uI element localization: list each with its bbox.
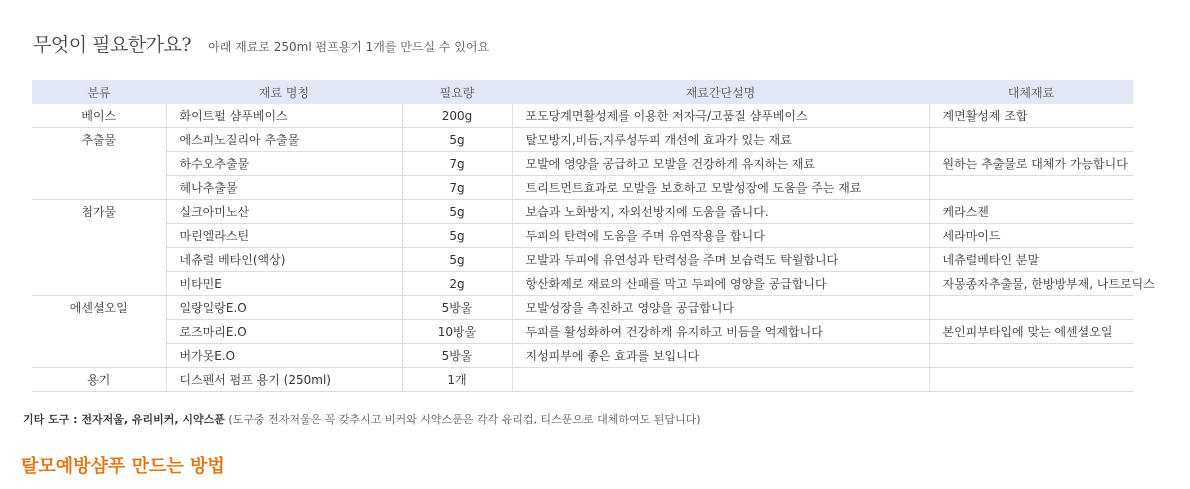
description-cell: 모발에 영양을 공급하고 모발을 건강하게 유지하는 재료 bbox=[512, 152, 929, 176]
table-row bbox=[32, 248, 1133, 272]
amount-cell: 7g bbox=[402, 176, 512, 200]
section-title: 탈모예방샴푸 만드는 방법 bbox=[21, 456, 225, 477]
description-cell: 모발과 두피에 유연성과 탄력성을 주며 보습력도 탁월합니다 bbox=[512, 248, 929, 272]
amount-cell: 5방울 bbox=[402, 344, 512, 368]
ingredient-name-cell: 하수오추출물 bbox=[166, 152, 402, 176]
category-cell bbox=[32, 224, 166, 248]
tools-note-label: 기타 도구 : 전자저울, 유리비커, 시약스푼 bbox=[23, 413, 225, 426]
ingredient-name-cell: 마린엘라스틴 bbox=[166, 224, 402, 248]
category-cell: 용기 bbox=[32, 368, 166, 392]
description-cell: 트리트먼트효과로 모발을 보호하고 모발성장에 도움을 주는 재료 bbox=[512, 176, 929, 200]
description-cell: 탈모방지,비듬,지루성두피 개선에 효과가 있는 재료 bbox=[512, 128, 929, 152]
ingredient-name-cell: 에스피노질리아 추출물 bbox=[166, 128, 402, 152]
substitute-cell bbox=[929, 128, 1133, 152]
ingredient-name-cell: 네츄럴 베타인(액상) bbox=[166, 248, 402, 272]
substitute-cell: 원하는 추출물로 대체가 가능합니다 bbox=[929, 152, 1133, 176]
amount-cell: 7g bbox=[402, 152, 512, 176]
substitute-cell: 네츄럴베타인 분말 bbox=[929, 248, 1133, 272]
substitute-cell bbox=[929, 344, 1133, 368]
amount-cell: 5g bbox=[402, 200, 512, 224]
ingredients-table bbox=[32, 80, 1155, 392]
table-row bbox=[32, 296, 1133, 320]
ingredient-name-cell: 화이트펄 샴푸베이스 bbox=[166, 104, 402, 128]
category-cell bbox=[32, 152, 166, 176]
description-cell: 두피를 활성화하여 건강하게 유지하고 비듬을 억제합니다 bbox=[512, 320, 929, 344]
amount-cell: 5g bbox=[402, 128, 512, 152]
substitute-cell bbox=[929, 368, 1133, 392]
table-row bbox=[32, 104, 1133, 128]
category-cell bbox=[32, 344, 166, 368]
ingredient-name-cell: 일랑일랑E.O bbox=[166, 296, 402, 320]
amount-cell: 10방울 bbox=[402, 320, 512, 344]
ingredient-name-cell: 실크아미노산 bbox=[166, 200, 402, 224]
substitute-cell: 케라스젠 bbox=[929, 200, 1133, 224]
description-cell: 보습과 노화방지, 자외선방지에 도움을 줍니다. bbox=[512, 200, 929, 224]
amount-cell: 200g bbox=[402, 104, 512, 128]
table-row bbox=[32, 176, 1133, 200]
description-cell: 두피의 탄력에 도움을 주며 유연작용을 합니다 bbox=[512, 224, 929, 248]
category-cell bbox=[32, 248, 166, 272]
category-cell: 베이스 bbox=[32, 104, 166, 128]
description-cell: 항산화제로 재료의 산패를 막고 두피에 영양을 공급합니다 bbox=[512, 272, 929, 296]
ingredient-name-cell: 로즈마리E.O bbox=[166, 320, 402, 344]
category-cell bbox=[32, 176, 166, 200]
header-category: 분류 bbox=[32, 80, 166, 104]
ingredient-name-cell: 디스펜서 펌프 용기 (250ml) bbox=[166, 368, 402, 392]
table-row bbox=[32, 152, 1133, 176]
header-substitute: 대체재료 bbox=[929, 80, 1133, 104]
table-row bbox=[32, 272, 1133, 296]
amount-cell: 5g bbox=[402, 248, 512, 272]
substitute-cell: 본인피부타입에 맞는 에센셜오일 bbox=[929, 320, 1133, 344]
ingredients-table-header bbox=[32, 80, 1133, 104]
category-cell bbox=[32, 272, 166, 296]
description-cell: 포도당계면활성제를 이용한 저자극/고품질 샴푸베이스 bbox=[512, 104, 929, 128]
substitute-cell: 자몽종자추출물, 한방방부제, 나트로딕스 bbox=[929, 272, 1133, 296]
ingredient-name-cell: 버가못E.O bbox=[166, 344, 402, 368]
category-cell: 에센셜오일 bbox=[32, 296, 166, 320]
category-cell bbox=[32, 320, 166, 344]
tools-note bbox=[23, 411, 701, 427]
description-cell: 지성피부에 좋은 효과를 보입니다 bbox=[512, 344, 929, 368]
table-row bbox=[32, 224, 1133, 248]
page-heading bbox=[33, 30, 489, 57]
header-name: 재료 명칭 bbox=[166, 80, 402, 104]
substitute-cell bbox=[929, 296, 1133, 320]
table-row bbox=[32, 320, 1133, 344]
amount-cell: 2g bbox=[402, 272, 512, 296]
page-title: 무엇이 필요한가요? bbox=[33, 34, 192, 56]
amount-cell: 5방울 bbox=[402, 296, 512, 320]
page-subtitle: 아래 재료로 250ml 펌프용기 1개를 만드실 수 있어요 bbox=[208, 40, 490, 54]
category-cell: 첨가물 bbox=[32, 200, 166, 224]
substitute-cell bbox=[929, 176, 1133, 200]
amount-cell: 5g bbox=[402, 224, 512, 248]
ingredient-name-cell: 비타민E bbox=[166, 272, 402, 296]
tools-note-text: (도구중 전자저울은 꼭 갖추시고 비커와 시약스푼은 각각 유리컵, 티스푼으로 대체하여도 된답니다) bbox=[228, 413, 701, 426]
category-cell: 추출물 bbox=[32, 128, 166, 152]
table-row bbox=[32, 344, 1133, 368]
ingredients-table-body bbox=[32, 104, 1155, 392]
substitute-cell: 계면활성제 조합 bbox=[929, 104, 1133, 128]
amount-cell: 1개 bbox=[402, 368, 512, 392]
header-description: 재료간단설명 bbox=[512, 80, 929, 104]
table-row bbox=[32, 200, 1133, 224]
table-row bbox=[32, 128, 1133, 152]
table-row bbox=[32, 368, 1133, 392]
description-cell: 모발성장을 촉진하고 영양을 공급합니다 bbox=[512, 296, 929, 320]
description-cell bbox=[512, 368, 929, 392]
ingredient-name-cell: 헤나추출물 bbox=[166, 176, 402, 200]
header-amount: 필요량 bbox=[402, 80, 512, 104]
substitute-cell: 세라마이드 bbox=[929, 224, 1133, 248]
